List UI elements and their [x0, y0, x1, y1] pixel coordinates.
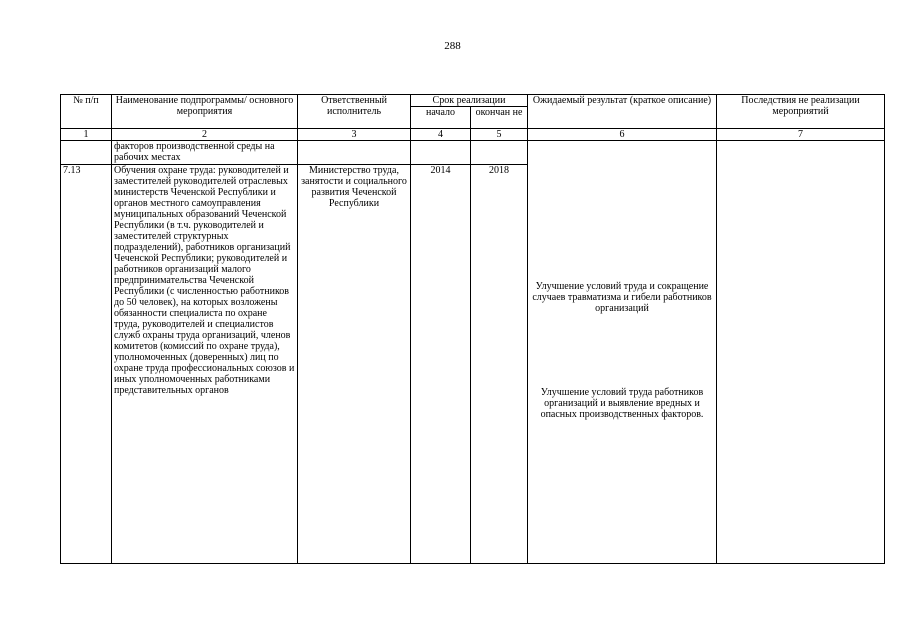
header-start: начало	[411, 107, 471, 129]
header-end: окончан не	[471, 107, 528, 129]
continuation-name-cell: факторов производственной среды на рабочих местах	[112, 141, 298, 165]
row-executor: Министерство труда, занятости и социального развития Чеченской Республики	[298, 165, 411, 564]
column-number: 3	[298, 129, 411, 141]
header-consequences: Последствия не реализации мероприятий	[717, 95, 885, 129]
continuation-end-cell	[471, 141, 528, 165]
result-text-1: Улучшение условий труда и сокращение случаев травматизма и гибели работников организаций	[532, 281, 712, 314]
column-number: 6	[528, 129, 717, 141]
continuation-number-cell	[61, 141, 112, 165]
column-number: 2	[112, 129, 298, 141]
row-number: 7.13	[61, 165, 112, 564]
column-number: 7	[717, 129, 885, 141]
measures-table	[60, 94, 885, 564]
row-end-year: 2018	[471, 165, 528, 564]
column-number: 4	[411, 129, 471, 141]
consequences-cell	[717, 141, 885, 564]
column-number: 5	[471, 129, 528, 141]
page-number: 288	[444, 40, 461, 52]
header-result: Ожидаемый результат (краткое описание)	[528, 95, 717, 129]
result-cell	[528, 141, 717, 564]
row-name: Обучения охране труда: руководителей и заместителей руководителей отраслевых министерств Чеченской Республики и органов местного самоуправления муниципальных образований Чеченской Республики (в т.ч. руководителей и заместителей структурных подразделений), работников организаций Чеченской Республики; руководителей и работников организаций малого предпринимательства Чеченской Республики (с численностью работников до 50 человек), на которых возложены обязанности специалиста по охране труда, руководителей и специалистов служб охраны труда организаций, членов комитетов (комиссий по охране труда), уполномоченных (доверенных) лиц по охране труда профессиональных союзов и иных уполномоченных работниками представительных органов	[112, 165, 298, 564]
continuation-start-cell	[411, 141, 471, 165]
header-number: № п/п	[61, 95, 112, 129]
continuation-executor-cell	[298, 141, 411, 165]
row-start-year: 2014	[411, 165, 471, 564]
result-text-2: Улучшение условий труда работников организаций и выявление вредных и опасных производственных факторов.	[540, 387, 704, 420]
header-name: Наименование подпрограммы/ основного мероприятия	[112, 95, 298, 129]
column-number: 1	[61, 129, 112, 141]
header-period: Срок реализации	[411, 95, 528, 107]
header-executor: Ответственный исполнитель	[298, 95, 411, 129]
